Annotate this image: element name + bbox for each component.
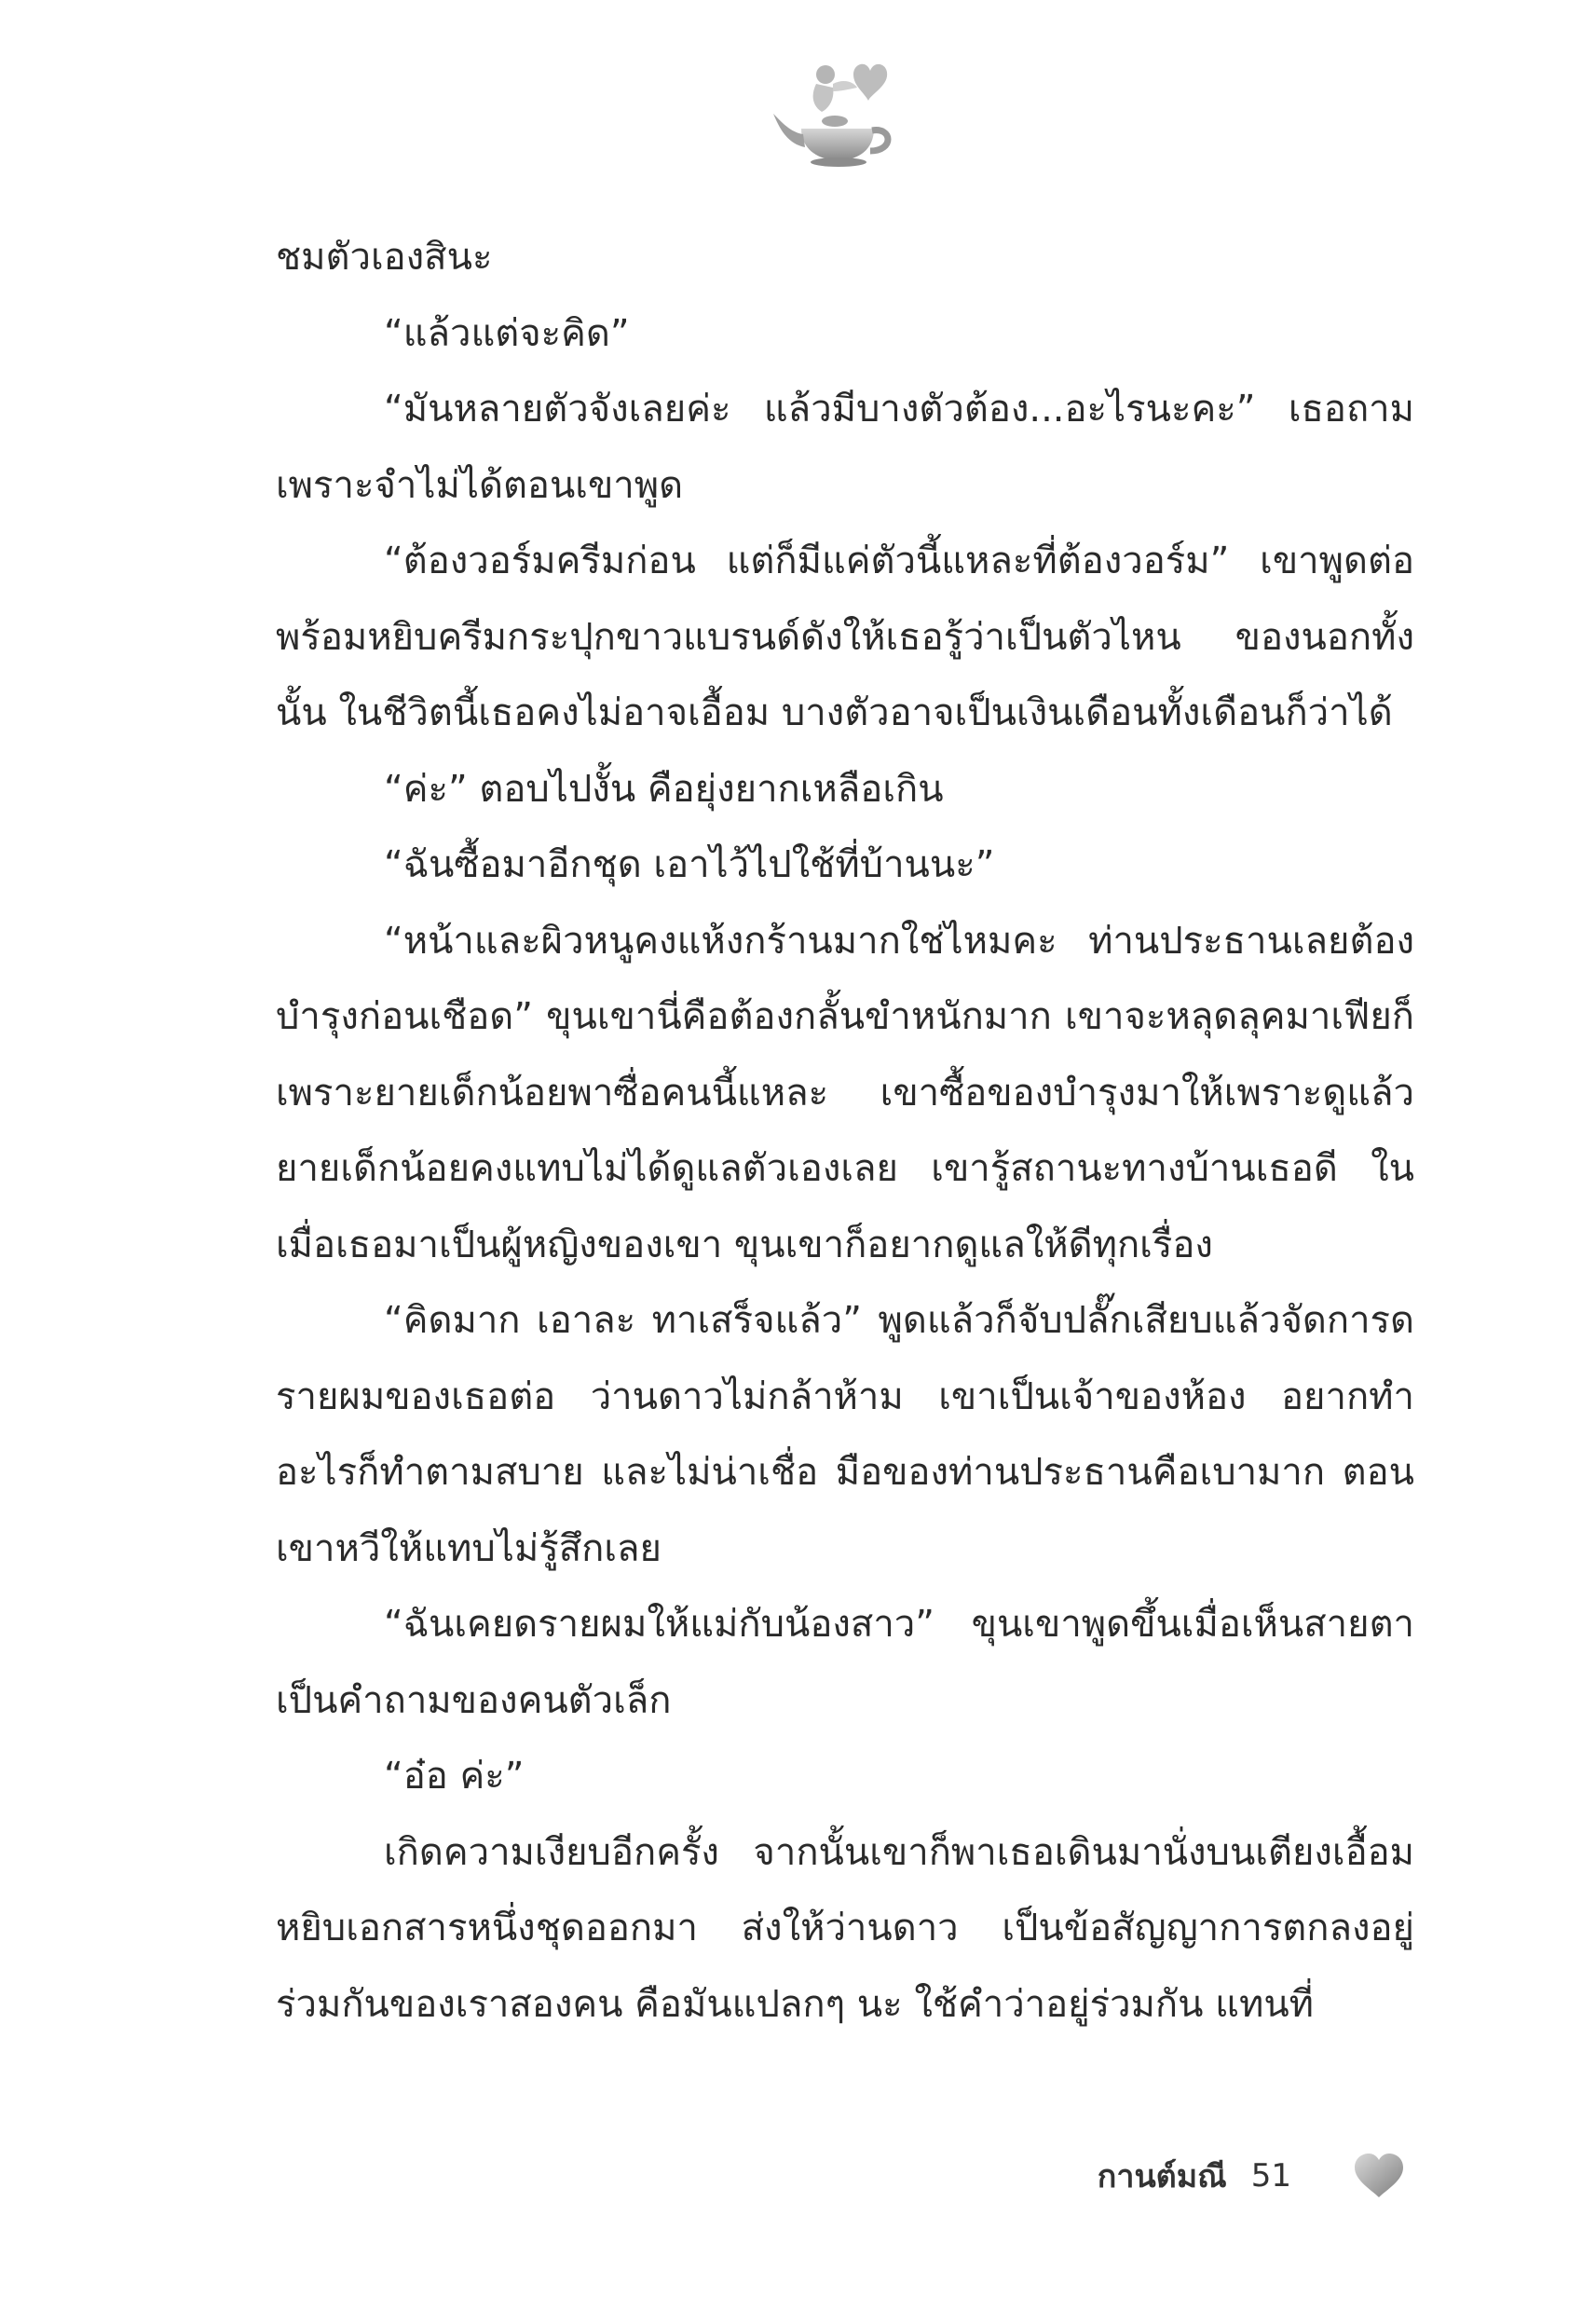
book-title: กานต์มณี: [1097, 2158, 1227, 2195]
paragraph: “คิดมาก เอาละ ทาเสร็จแล้ว” พูดแล้วก็จับปลั๊กเสียบแล้วจัดการดรายผมของเธอต่อ ว่านดาวไม่กล้าห้าม เขาเป็นเจ้าของห้อง อยากทำอะไรก็ทำตามสบาย และไม่น่าเชื่อ มือของท่านประธานคือเบามาก ตอนเขาหวีให้แทบไม่รู้สึกเลย: [276, 1299, 1414, 1570]
body-text: [276, 220, 1414, 2043]
page-number: 51: [1250, 2157, 1291, 2195]
paragraph: เกิดความเงียบอีกครั้ง จากนั้นเขาก็พาเธอเดินมานั่งบนเตียงเอื้อมหยิบเอกสารหนึ่งชุดออกมา ส่งให้ว่านดาว เป็นข้อสัญญาการตกลงอยู่ร่วมกันของเราสองคน คือมันแปลกๆ นะ ใช้คำว่าอยู่ร่วมกัน แทนที่: [276, 1830, 1414, 2026]
paragraph: “มันหลายตัวจังเลยค่ะ แล้วมีบางตัวต้อง...อะไรนะคะ” เธอถาม เพราะจำไม่ได้ตอนเขาพูด: [276, 388, 1414, 507]
paragraph: “อ๋อ ค่ะ”: [384, 1755, 525, 1798]
paragraph: “ฉันเคยดรายผมให้แม่กับน้องสาว” ขุนเขาพูดขึ้นเมื่อเห็นสายตาเป็นคำถามของคนตัวเล็ก: [276, 1603, 1414, 1722]
paragraph: “ค่ะ” ตอบไปงั้น คือยุ่งยากเหลือเกิน: [384, 767, 944, 811]
paragraph: “แล้วแต่จะคิด”: [384, 311, 630, 355]
teapot-ornament-icon: [764, 47, 904, 177]
paragraph: “ต้องวอร์มครีมก่อน แต่ก็มีแค่ตัวนี้แหละที่ต้องวอร์ม” เขาพูดต่อ พร้อมหยิบครีมกระปุกขาวแบรนด์ดังให้เธอรู้ว่าเป็นตัวไหน ของนอกทั้งนั้น ในชีวิตนี้เธอคงไม่อาจเอื้อม บางตัวอาจเป็นเงินเดือนทั้งเดือนก็ว่าได้: [276, 540, 1414, 734]
paragraph: “หน้าและผิวหนูคงแห้งกร้านมากใช่ไหมคะ ท่านประธานเลยต้องบำรุงก่อนเชือด” ขุนเขานี่คือต้องกลั้นขำหนักมาก เขาจะหลุดลุคมาเฟียก็เพราะยายเด็กน้อยพาซื่อคนนี้แหละ เขาซื้อของบำรุงมาให้เพราะดูแล้วยายเด็กน้อยคงแทบไม่ได้ดูแลตัวเองเลย เขารู้สถานะทางบ้านเธอดี ในเมื่อเธอมาเป็นผู้หญิงของเขา ขุนเขาก็อยากดูแลให้ดีทุกเรื่อง: [276, 919, 1414, 1266]
paragraph: “ฉันซื้อมาอีกชุด เอาไว้ไปใช้ที่บ้านนะ”: [384, 843, 995, 886]
heart-icon: [1353, 2153, 1405, 2199]
paragraph: ชมตัวเองสินะ: [276, 236, 493, 279]
page-footer: [1098, 2148, 1405, 2204]
